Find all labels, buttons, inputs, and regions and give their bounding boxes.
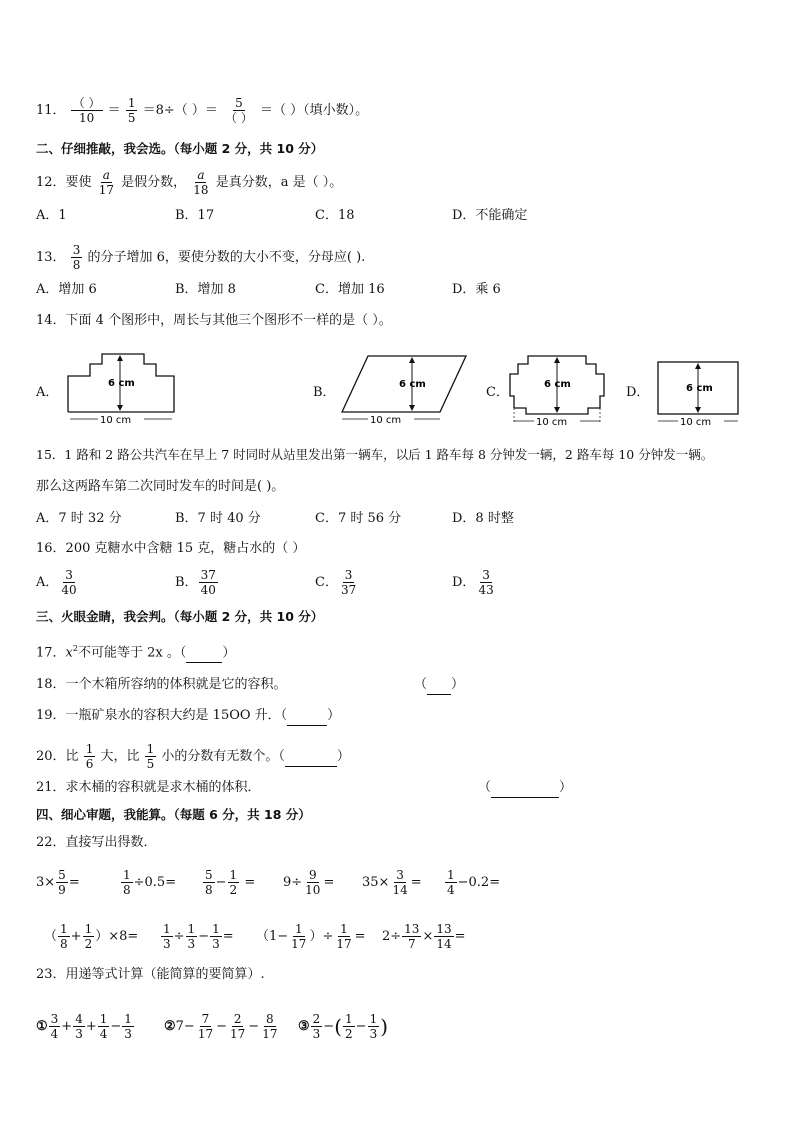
fraction: $\frac{1}{4}$ <box>447 868 455 897</box>
option-a[interactable]: A．增加 6 <box>36 282 97 297</box>
question-21: 21．求木桶的容积就是求木桶的体积． <box>36 780 261 795</box>
fraction: $\frac{2}{3}$ <box>312 1012 321 1041</box>
width-label: 10 cm <box>370 415 402 426</box>
fraction: $\frac{1}{17}$ <box>336 922 352 951</box>
figure-a-label[interactable]: A． <box>36 385 59 400</box>
fraction: $\frac{5}{9}$ <box>58 868 66 897</box>
figure-c <box>506 350 610 430</box>
figure-b-label[interactable]: B． <box>313 385 336 400</box>
fraction: $\frac{3}{14}$ <box>392 868 408 897</box>
fraction: $\frac{1}{2}$ <box>229 868 238 897</box>
fraction: $\frac{8}{17}$ <box>262 1012 278 1041</box>
fraction: $\frac{3}{4}$ <box>50 1012 59 1041</box>
question-12: 12．要使 $\frac{a}{17}$ 是假分数， $\frac{a}{18}$ 是真分数，a 是（ ）。 <box>36 168 343 197</box>
question-14: 14．下面 4 个图形中，周长与其他三个图形不一样的是（ ）。 <box>36 313 392 328</box>
option-b[interactable]: B．17 <box>175 208 215 223</box>
calc-expression[interactable]: $\frac{1}{3}$ ÷ $\frac{1}{3}$ − $\frac{1}{3}$ = <box>163 922 234 951</box>
answer-blank[interactable] <box>186 644 222 663</box>
height-label: 6 cm <box>399 379 426 390</box>
fraction: $\frac{7}{17}$ <box>197 1012 214 1041</box>
question-17: 17．$x^2$不可能等于 2x 。（ ） <box>36 640 235 663</box>
fraction: $\frac{1}{3}$ <box>369 1012 378 1041</box>
figure-d <box>650 350 750 430</box>
question-15-line-2: 那么这两路车第二次同时发车的时间是( )。 <box>36 479 285 494</box>
fraction: $\frac{1}{8}$ <box>60 922 68 951</box>
figure-d-label[interactable]: D． <box>626 385 650 400</box>
figure-a <box>62 350 182 428</box>
fraction: $\frac{1}{2}$ <box>345 1012 353 1041</box>
question-16: 16．200 克糖水中含糖 15 克，糖占水的（ ） <box>36 541 306 556</box>
height-label: 6 cm <box>108 378 135 389</box>
height-label: 6 cm <box>686 383 713 394</box>
fraction: $\frac{3}{40}$ <box>61 568 77 597</box>
fraction: $\frac{a}{17}$ <box>98 168 114 197</box>
width-label: 10 cm <box>100 415 132 426</box>
section-4-heading: 四、细心审题，我能算。（每题 6 分，共 18 分） <box>36 807 311 822</box>
fraction: $\frac{1}{3}$ <box>163 922 171 951</box>
fraction: $\frac{1}{5}$ <box>146 742 155 771</box>
section-2-heading: 二、仔细推敲，我会选。（每小题 2 分，共 10 分） <box>36 141 324 156</box>
calc-expression[interactable]: ③ $\frac{2}{3}$ −( $\frac{1}{2}$ − $\frac{1}{3}$ ) <box>298 1012 389 1041</box>
option-d[interactable]: D． $\frac{3}{43}$ <box>452 568 494 597</box>
calc-expression[interactable]: 2÷ $\frac{13}{7}$ × $\frac{13}{14}$ = <box>382 922 466 951</box>
fraction: $\frac{a}{18}$ <box>193 168 209 197</box>
question-20: 20．比 $\frac{1}{6}$ 大，比 $\frac{1}{5}$ 小的分数有无数个。（ ） <box>36 742 350 771</box>
fraction: $\frac{3}{8}$ <box>72 243 81 272</box>
option-c[interactable]: C．增加 16 <box>315 282 385 297</box>
fraction: $\frac{1}{17}$ <box>291 922 307 951</box>
option-b[interactable]: B．增加 8 <box>175 282 236 297</box>
option-b[interactable]: B．7 时 40 分 <box>175 511 261 526</box>
fraction: $\frac{1}{4}$ <box>99 1012 108 1041</box>
fraction: $\frac{37}{40}$ <box>200 568 216 597</box>
fraction: $\frac{1}{8}$ <box>123 868 131 897</box>
calc-expression[interactable]: 3× $\frac{5}{9}$ = <box>36 868 80 897</box>
fraction: $\frac{3}{43}$ <box>478 568 494 597</box>
figure-b <box>336 350 472 428</box>
fraction: （ ） 10 <box>72 96 101 125</box>
calc-expression[interactable]: （ $\frac{1}{8}$ + $\frac{1}{2}$ ）×8= <box>44 922 139 951</box>
fraction: $\frac{4}{3}$ <box>75 1012 83 1041</box>
question-19: 19．一瓶矿泉水的容积大约是 15OO 升．（ ） <box>36 707 340 726</box>
fraction: $\frac{1}{3}$ <box>187 922 196 951</box>
answer-blank[interactable] <box>285 748 337 767</box>
question-15-line-1: 15．1 路和 2 路公共汽车在早上 7 时同时从站里发出第一辆车，以后 1 路车每 8 分钟发一辆，2 路车每 10 分钟发一辆。 <box>36 447 714 462</box>
option-d[interactable]: D．乘 6 <box>452 282 501 297</box>
option-c[interactable]: C．18 <box>315 208 355 223</box>
option-b[interactable]: B． $\frac{37}{40}$ <box>175 568 216 597</box>
option-a[interactable]: A． $\frac{3}{40}$ <box>36 568 77 597</box>
question-11: 11． （ ） 10 ＝ $\frac{1}{5}$ ＝8÷（ ）＝ 5 （ ） ＝（ ）（填小数）。 <box>36 96 369 125</box>
fraction: $\frac{1}{6}$ <box>85 742 94 771</box>
question-18: 18．一个木箱所容纳的体积就是它的容积。 <box>36 677 287 692</box>
fraction: $\frac{5}{8}$ <box>205 868 213 897</box>
fraction: $\frac{13}{14}$ <box>436 922 452 951</box>
answer-blank[interactable] <box>427 676 451 695</box>
option-d[interactable]: D．不能确定 <box>452 208 528 223</box>
width-label: 10 cm <box>536 417 568 428</box>
fraction: $\frac{1}{3}$ <box>124 1012 132 1041</box>
question-13: 13． $\frac{3}{8}$ 的分子增加 6，要使分数的大小不变，分母应( ). <box>36 243 366 272</box>
question-22: 22．直接写出得数． <box>36 835 157 850</box>
calc-expression[interactable]: $\frac{1}{4}$ −0.2= <box>447 868 501 897</box>
option-d[interactable]: D．8 时整 <box>452 511 514 526</box>
height-label: 6 cm <box>544 379 571 390</box>
fraction: $\frac{1}{2}$ <box>84 922 93 951</box>
option-a[interactable]: A．7 时 32 分 <box>36 511 122 526</box>
calc-expression[interactable]: $\frac{5}{8}$ − $\frac{1}{2}$ = <box>205 868 256 897</box>
answer-blank[interactable] <box>287 707 327 726</box>
option-c[interactable]: C．7 时 56 分 <box>315 511 402 526</box>
answer-blank[interactable] <box>491 779 559 798</box>
question-23: 23．用递等式计算（能简算的要简算）. <box>36 967 265 982</box>
calc-expression[interactable]: ②7− $\frac{7}{17}$ − $\frac{2}{17}$ − $\frac{8}{17}$ <box>164 1012 278 1041</box>
figure-c-label[interactable]: C． <box>486 385 509 400</box>
answer-slot: （ ） <box>414 676 464 695</box>
answer-slot: （ ） <box>478 779 572 798</box>
calc-expression[interactable]: 35× $\frac{3}{14}$ = <box>362 868 422 897</box>
section-3-heading: 三、火眼金睛，我会判。（每小题 2 分，共 10 分） <box>36 609 324 624</box>
fraction: $\frac{13}{7}$ <box>404 922 420 951</box>
fraction: $\frac{2}{17}$ <box>230 1012 246 1041</box>
option-a[interactable]: A．1 <box>36 208 67 223</box>
fraction: $\frac{3}{37}$ <box>340 568 357 597</box>
calc-expression[interactable]: （1− $\frac{1}{17}$ ）÷ $\frac{1}{17}$ = <box>256 922 366 951</box>
fraction: $\frac{9}{10}$ <box>305 868 321 897</box>
width-label: 10 cm <box>680 417 712 428</box>
option-c[interactable]: C． $\frac{3}{37}$ <box>315 568 357 597</box>
fraction: $\frac{1}{5}$ <box>127 96 136 125</box>
calc-expression[interactable]: $\frac{1}{8}$ ÷0.5= <box>123 868 177 897</box>
calc-expression[interactable]: 9÷ $\frac{9}{10}$ = <box>283 868 335 897</box>
calc-expression[interactable]: ① $\frac{3}{4}$ + $\frac{4}{3}$ + $\frac{1}{4}$ − $\frac{1}{3}$ <box>36 1012 132 1041</box>
fraction: $\frac{1}{3}$ <box>212 922 220 951</box>
fraction: 5 （ ） <box>225 96 253 125</box>
